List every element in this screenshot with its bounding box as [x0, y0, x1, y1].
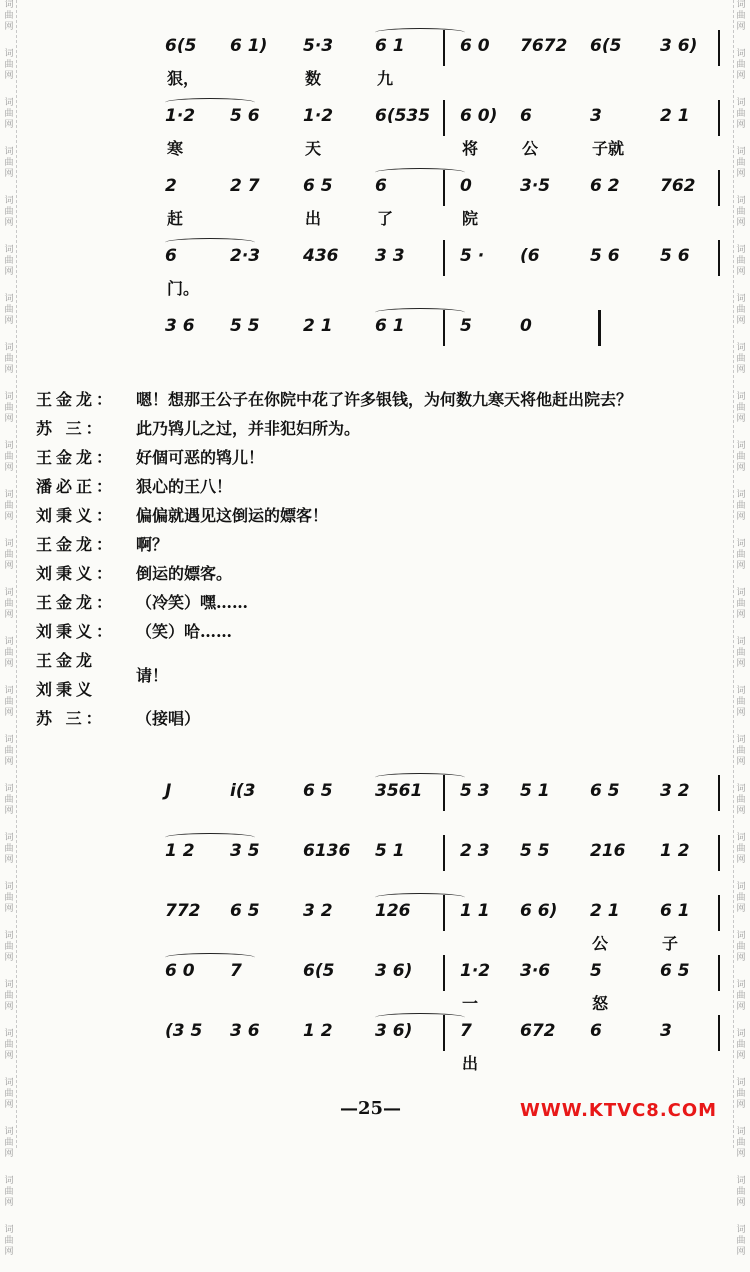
note-group: 1·2 — [165, 106, 196, 126]
watermark-text: 词曲网 — [4, 1029, 14, 1061]
watermark-gap — [2, 280, 16, 292]
note-group: 5·3 — [303, 36, 334, 56]
note-group: 6 0 — [460, 36, 490, 56]
slur — [375, 1013, 465, 1022]
score-top — [165, 30, 725, 380]
note-group: 3 5 — [230, 841, 260, 861]
watermark-gap — [734, 133, 748, 145]
watermark-text: 词曲网 — [736, 931, 746, 963]
barline — [718, 1015, 720, 1051]
dialogue-line — [36, 501, 726, 530]
notes-line — [165, 100, 725, 134]
watermark-gap — [2, 378, 16, 390]
watermark-text: 词曲网 — [736, 980, 746, 1012]
watermark-gap — [2, 84, 16, 96]
watermark-gap — [2, 1260, 16, 1272]
notes-line — [165, 835, 725, 869]
watermark-text: 词曲网 — [4, 343, 14, 375]
slur — [375, 773, 465, 782]
note-group: 6 5 — [660, 961, 690, 981]
score-bottom — [165, 775, 725, 1075]
speaker-name: 刘秉义： — [36, 506, 117, 525]
watermark-gap — [734, 476, 748, 488]
score-row — [165, 955, 725, 1015]
note-group: (6 — [520, 246, 540, 266]
note-group: 6(5 — [303, 961, 335, 981]
note-group: 6 — [590, 1021, 602, 1041]
watermark-text: 词曲网 — [4, 245, 14, 277]
note-group: 6 1 — [375, 316, 405, 336]
barline — [718, 240, 720, 276]
speaker-name: 王金龙： — [36, 448, 117, 467]
barline — [718, 30, 720, 66]
watermark-text: 词曲网 — [736, 784, 746, 816]
watermark-gap — [2, 182, 16, 194]
dialogue-line — [36, 385, 726, 414]
watermark-gap — [734, 623, 748, 635]
watermark-text: 词曲网 — [736, 588, 746, 620]
barline — [718, 955, 720, 991]
watermark-gap — [734, 427, 748, 439]
watermark-text: 词曲网 — [736, 882, 746, 914]
note-group: 216 — [590, 841, 626, 861]
note-group: 3 2 — [303, 901, 333, 921]
watermark-text: 词曲网 — [4, 784, 14, 816]
barline — [718, 775, 720, 811]
lyrics-line — [165, 274, 725, 300]
watermark-text: 词曲网 — [736, 637, 746, 669]
score-row — [165, 240, 725, 310]
watermark-gap — [734, 329, 748, 341]
barline — [718, 895, 720, 931]
dialogue-block — [36, 385, 726, 733]
slur — [375, 168, 465, 177]
lyric-char: 怒 — [592, 994, 609, 1013]
dialogue-line — [36, 559, 726, 588]
lyric-char: 子就 — [592, 139, 625, 158]
speech-text: 偏偏就遇见这倒运的嫖客！ — [136, 506, 329, 525]
lyric-char: 出 — [462, 1054, 479, 1073]
score-row — [165, 1015, 725, 1075]
speech-text: 嗯！想那王公子在你院中花了许多银钱，为何数九寒天将他赶出院去？ — [136, 390, 633, 409]
note-group: 6 — [520, 106, 532, 126]
watermark-gap — [734, 770, 748, 782]
watermark-text: 词曲网 — [4, 882, 14, 914]
slur — [165, 833, 255, 842]
watermark-gap — [734, 966, 748, 978]
watermark-text: 词曲网 — [4, 147, 14, 179]
dialogue-line — [36, 443, 726, 472]
watermark-gap — [734, 35, 748, 47]
note-group: (3 5 — [165, 1021, 203, 1041]
speaker-name: 刘秉义： — [36, 564, 117, 583]
watermark-text: 词曲网 — [4, 1225, 14, 1257]
notes-line — [165, 895, 725, 929]
notes-line — [165, 1015, 725, 1049]
watermark-text: 词曲网 — [4, 196, 14, 228]
note-group: 0 — [460, 176, 472, 196]
watermark-text: 词曲网 — [4, 0, 14, 32]
dialogue-line — [36, 472, 726, 501]
watermark-text: 词曲网 — [736, 392, 746, 424]
note-group: 3·5 — [520, 176, 551, 196]
note-group: 5 5 — [520, 841, 550, 861]
watermark-text: 词曲网 — [4, 931, 14, 963]
watermark-gap — [734, 182, 748, 194]
watermark-text: 词曲网 — [4, 490, 14, 522]
watermark-text: 词曲网 — [736, 147, 746, 179]
score-row — [165, 835, 725, 895]
watermark-gap — [2, 721, 16, 733]
speaker-name: 王金龙： — [36, 593, 117, 612]
note-group: 5 · — [460, 246, 485, 266]
speaker-name: 王金龙： — [36, 390, 117, 409]
note-group: 1 2 — [303, 1021, 333, 1041]
watermark-gap — [2, 525, 16, 537]
speech-text: 狠心的王八！ — [136, 477, 233, 496]
watermark-gap — [734, 378, 748, 390]
notes-line — [165, 30, 725, 64]
watermark-gap — [734, 1113, 748, 1125]
watermark-gap — [2, 1211, 16, 1223]
slur — [165, 238, 255, 247]
watermark-text: 词曲网 — [4, 735, 14, 767]
watermark-gap — [2, 770, 16, 782]
note-group: 2 1 — [303, 316, 333, 336]
watermark-text: 词曲网 — [4, 294, 14, 326]
watermark-text: 词曲网 — [4, 980, 14, 1012]
watermark-gap — [734, 1211, 748, 1223]
score-row — [165, 775, 725, 835]
watermark-gap — [2, 966, 16, 978]
watermark-text: 词曲网 — [736, 1225, 746, 1257]
watermark-gap — [734, 84, 748, 96]
dialogue-line — [36, 588, 726, 617]
lyric-char: 寒 — [167, 139, 184, 158]
notes-line — [165, 310, 725, 344]
note-group: 772 — [165, 901, 201, 921]
watermark-gap — [734, 1015, 748, 1027]
watermark-gap — [2, 868, 16, 880]
barline — [443, 100, 445, 136]
watermark-text: 词曲网 — [736, 0, 746, 32]
watermark-gap — [734, 1064, 748, 1076]
note-group: 1 1 — [460, 901, 490, 921]
left-watermark-strip — [2, 0, 17, 1257]
note-group: 6 1 — [660, 901, 690, 921]
lyrics-line — [165, 929, 725, 955]
watermark-text: 词曲网 — [736, 49, 746, 81]
note-group: 3 6) — [660, 36, 698, 56]
watermark-gap — [734, 1260, 748, 1272]
note-group: 6(5 — [590, 36, 622, 56]
watermark-text: 词曲网 — [4, 441, 14, 473]
watermark-text: 词曲网 — [4, 1176, 14, 1208]
dialogue-line — [36, 530, 726, 559]
note-group: J — [165, 781, 172, 801]
watermark-text: 词曲网 — [736, 490, 746, 522]
right-watermark-strip — [733, 0, 748, 1257]
note-group: 6 6) — [520, 901, 558, 921]
slur — [165, 953, 255, 962]
note-group: 762 — [660, 176, 696, 196]
watermark-text: 词曲网 — [736, 1176, 746, 1208]
watermark-gap — [734, 1162, 748, 1174]
speaker-name: 刘秉义： — [36, 622, 117, 641]
watermark-text: 词曲网 — [4, 637, 14, 669]
note-group: 3 6) — [375, 1021, 413, 1041]
speech-text: 请！ — [136, 666, 169, 685]
lyrics-line — [165, 989, 725, 1015]
speech-text: （冷笑）嘿…… — [136, 593, 249, 612]
watermark-gap — [2, 476, 16, 488]
note-group: 436 — [303, 246, 339, 266]
score-row — [165, 30, 725, 100]
lyrics-line — [165, 204, 725, 230]
note-group: 3 6) — [375, 961, 413, 981]
score-row — [165, 170, 725, 240]
barline — [718, 100, 720, 136]
barline — [718, 170, 720, 206]
note-group: 6136 — [303, 841, 351, 861]
note-group: 3561 — [375, 781, 423, 801]
watermark-gap — [2, 623, 16, 635]
lyrics-line — [165, 1049, 725, 1075]
speaker-name: 王金龙： — [36, 535, 117, 554]
watermark-gap — [2, 427, 16, 439]
note-group: 1 2 — [660, 841, 690, 861]
lyric-char: 一 — [462, 994, 479, 1013]
lyric-char: 将 — [462, 139, 479, 158]
note-group: i(3 — [230, 781, 256, 801]
lyric-char: 子 — [662, 934, 679, 953]
watermark-gap — [734, 819, 748, 831]
speech-text: 此乃鸨儿之过，并非犯妇所为。 — [136, 419, 361, 438]
lyric-char: 赶 — [167, 209, 184, 228]
slur — [375, 308, 465, 317]
page-number: —25— — [340, 1098, 402, 1119]
dialogue-line — [36, 666, 726, 704]
watermark-text: 词曲网 — [736, 98, 746, 130]
lyric-char: 狠， — [167, 69, 200, 88]
watermark-text: 词曲网 — [736, 1029, 746, 1061]
watermark-gap — [734, 721, 748, 733]
speaker-name: 苏 三： — [36, 419, 106, 438]
watermark-gap — [2, 819, 16, 831]
watermark-gap — [734, 574, 748, 586]
slur — [165, 98, 255, 107]
watermark-gap — [2, 133, 16, 145]
watermark-text: 词曲网 — [4, 49, 14, 81]
note-group: 6 5 — [230, 901, 260, 921]
score-row — [165, 310, 725, 380]
note-group: 2 — [165, 176, 177, 196]
watermark-gap — [2, 574, 16, 586]
note-group: 6(535 — [375, 106, 431, 126]
note-group: 5 6 — [230, 106, 260, 126]
barline — [443, 835, 445, 871]
lyric-char: 出 — [305, 209, 322, 228]
lyric-char: 数 — [305, 69, 322, 88]
note-group: 5 — [460, 316, 472, 336]
speech-text: （笑）哈…… — [136, 622, 233, 641]
notes-line — [165, 170, 725, 204]
note-group: 7 — [460, 1021, 472, 1041]
barline — [718, 835, 720, 871]
dialogue-line — [36, 414, 726, 443]
watermark-text: 词曲网 — [736, 735, 746, 767]
watermark-text: 词曲网 — [4, 539, 14, 571]
note-group: 126 — [375, 901, 411, 921]
watermark-text: 词曲网 — [736, 196, 746, 228]
watermark-text: 词曲网 — [736, 833, 746, 865]
lyric-char: 九 — [377, 69, 394, 88]
watermark-text: 词曲网 — [736, 245, 746, 277]
note-group: 6 1) — [230, 36, 268, 56]
note-group: 3·6 — [520, 961, 551, 981]
watermark-text: 词曲网 — [4, 98, 14, 130]
note-group: 6 0) — [460, 106, 498, 126]
note-group: 3 6 — [165, 316, 195, 336]
lyric-char: 天 — [305, 139, 322, 158]
lyric-char: 公 — [522, 139, 539, 158]
note-group: 1 2 — [165, 841, 195, 861]
watermark-text: 词曲网 — [4, 588, 14, 620]
note-group: 5 1 — [520, 781, 550, 801]
watermark-gap — [734, 868, 748, 880]
watermark-gap — [734, 231, 748, 243]
note-group: 3 6 — [230, 1021, 260, 1041]
score-row — [165, 100, 725, 170]
lyric-char: 院 — [462, 209, 479, 228]
watermark-text: 词曲网 — [736, 343, 746, 375]
watermark-text: 词曲网 — [4, 392, 14, 424]
watermark-gap — [2, 231, 16, 243]
speaker-name: 潘必正： — [36, 477, 117, 496]
note-group: 3 — [660, 1021, 672, 1041]
note-group: 3 3 — [375, 246, 405, 266]
note-group: 3 2 — [660, 781, 690, 801]
watermark-text: 词曲网 — [736, 1127, 746, 1159]
speaker-name: 王金龙 — [36, 651, 97, 670]
note-group: 6 5 — [303, 176, 333, 196]
note-group: 1·2 — [303, 106, 334, 126]
note-group: 672 — [520, 1021, 556, 1041]
speech-text: 倒运的嫖客。 — [136, 564, 233, 583]
note-group: 6(5 — [165, 36, 197, 56]
watermark-text: 词曲网 — [4, 1127, 14, 1159]
watermark-text: 词曲网 — [4, 686, 14, 718]
note-group: 5 6 — [660, 246, 690, 266]
watermark-gap — [2, 329, 16, 341]
watermark-text: 词曲网 — [736, 441, 746, 473]
note-group: 5 — [590, 961, 602, 981]
note-group: 5 6 — [590, 246, 620, 266]
notes-line — [165, 775, 725, 809]
note-group: 6 2 — [590, 176, 620, 196]
slur — [375, 28, 465, 37]
speaker-name: 刘秉义 — [36, 680, 97, 699]
watermark-gap — [2, 1113, 16, 1125]
barline — [443, 240, 445, 276]
barline — [443, 955, 445, 991]
watermark-gap — [734, 525, 748, 537]
watermark-gap — [2, 672, 16, 684]
note-group: 6 — [165, 246, 177, 266]
note-group: 0 — [520, 316, 532, 336]
site-watermark: WWW.KTVC8.COM — [520, 1100, 718, 1121]
note-group: 6 1 — [375, 36, 405, 56]
notes-line — [165, 955, 725, 989]
watermark-gap — [2, 1162, 16, 1174]
note-group: 6 0 — [165, 961, 195, 981]
notes-line — [165, 240, 725, 274]
watermark-text: 词曲网 — [736, 1078, 746, 1110]
note-group: 6 5 — [590, 781, 620, 801]
watermark-gap — [2, 1064, 16, 1076]
lyric-char: 公 — [592, 934, 609, 953]
watermark-gap — [734, 672, 748, 684]
note-group: 1·2 — [460, 961, 491, 981]
watermark-text: 词曲网 — [4, 833, 14, 865]
note-group: 5 3 — [460, 781, 490, 801]
note-group: 2 7 — [230, 176, 260, 196]
watermark-text: 词曲网 — [736, 686, 746, 718]
note-group: 2 1 — [590, 901, 620, 921]
barline — [598, 310, 601, 346]
speech-text: 啊？ — [136, 535, 169, 554]
watermark-gap — [2, 917, 16, 929]
lyric-char: 门。 — [167, 279, 200, 298]
dialogue-line — [36, 704, 726, 733]
watermark-gap — [734, 917, 748, 929]
watermark-gap — [734, 280, 748, 292]
lyrics-line — [165, 64, 725, 90]
lyrics-line — [165, 134, 725, 160]
speech-text: （接唱） — [136, 709, 201, 728]
score-row — [165, 895, 725, 955]
note-group: 3 — [590, 106, 602, 126]
note-group: 2 3 — [460, 841, 490, 861]
watermark-gap — [2, 1015, 16, 1027]
speaker-name: 苏 三： — [36, 709, 106, 728]
note-group: 6 5 — [303, 781, 333, 801]
watermark-text: 词曲网 — [4, 1078, 14, 1110]
lyric-char: 了 — [377, 209, 394, 228]
watermark-text: 词曲网 — [736, 539, 746, 571]
note-group: 6 — [375, 176, 387, 196]
speech-text: 好個可恶的鸨儿！ — [136, 448, 265, 467]
note-group: 5 1 — [375, 841, 405, 861]
note-group: 5 5 — [230, 316, 260, 336]
watermark-gap — [2, 35, 16, 47]
note-group: 7672 — [520, 36, 568, 56]
watermark-text: 词曲网 — [736, 294, 746, 326]
note-group: 7 — [230, 961, 242, 981]
dialogue-line — [36, 617, 726, 646]
note-group: 2 1 — [660, 106, 690, 126]
slur — [375, 893, 465, 902]
note-group: 2·3 — [230, 246, 261, 266]
